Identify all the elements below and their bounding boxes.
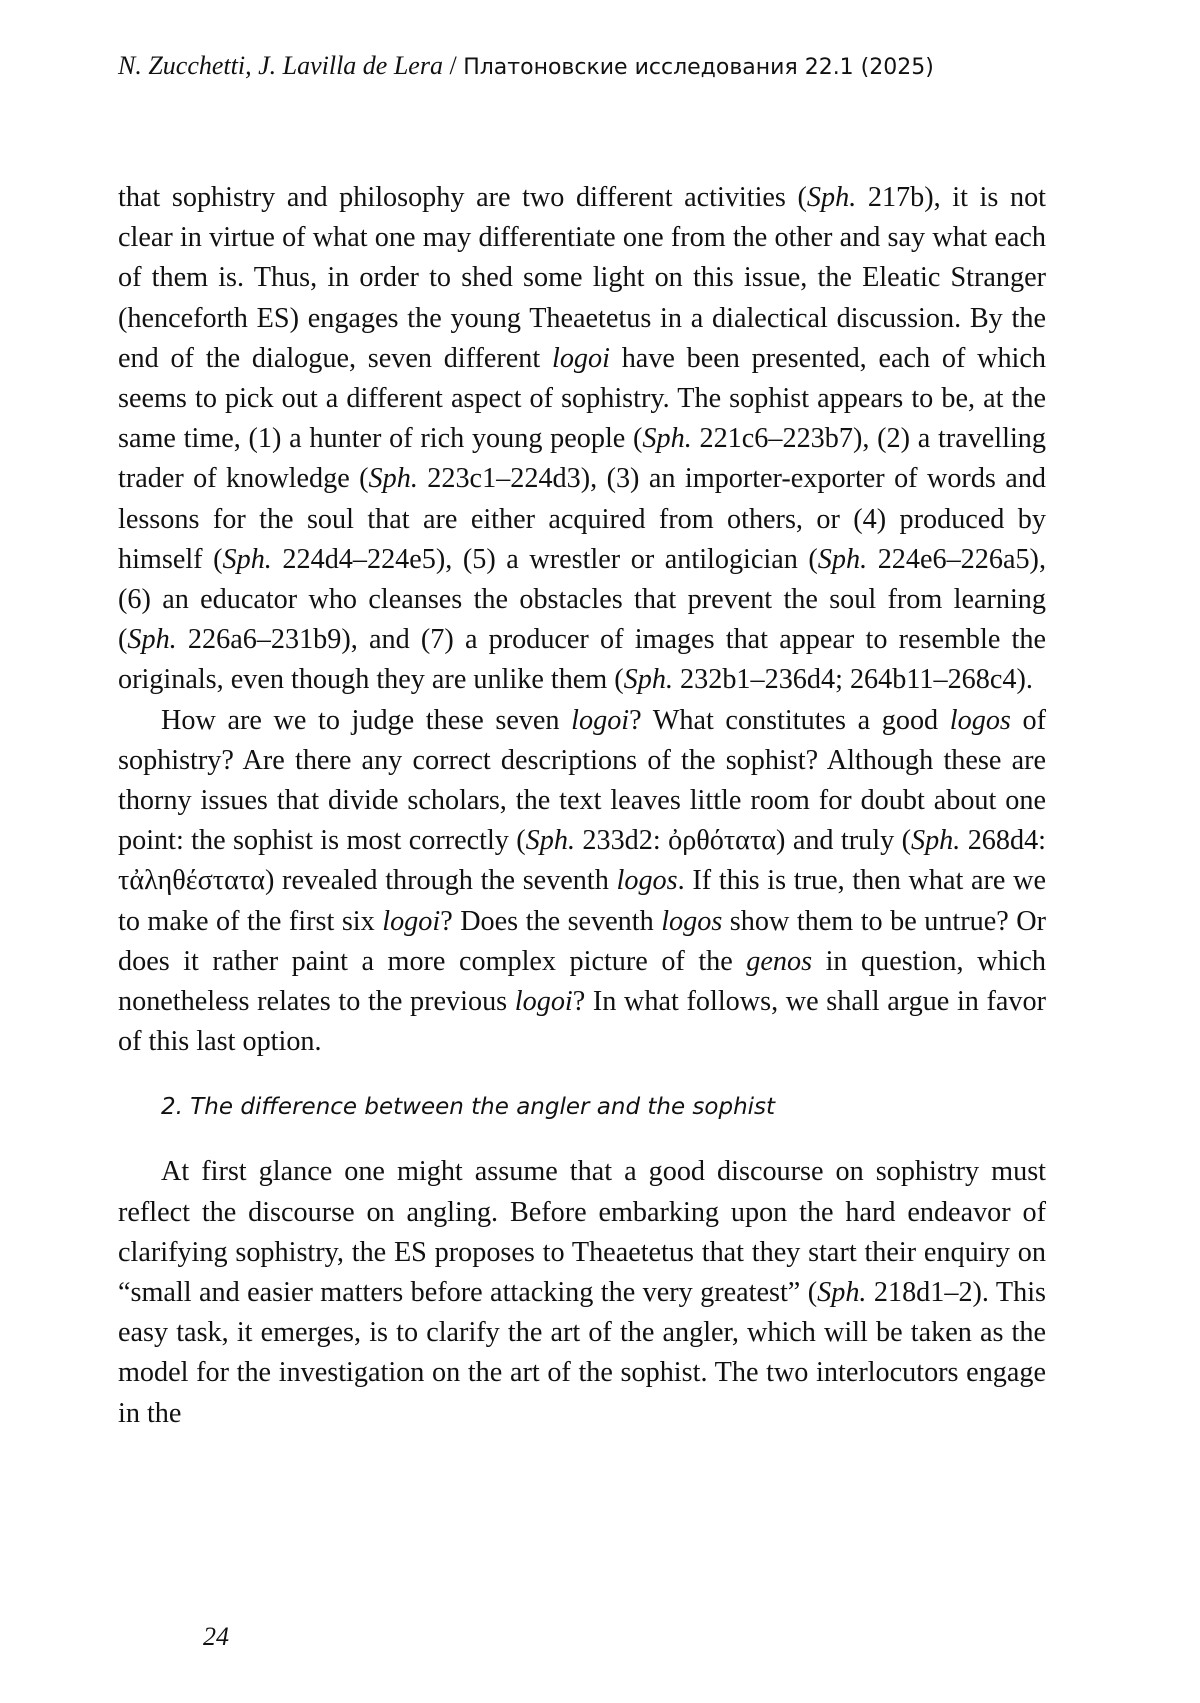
italic-term: logoi (571, 704, 630, 736)
text-run: in question, which nonetheless relates to the previous (118, 945, 1046, 1018)
text-run: 232b1–236d4; 264b11–268c4). (673, 664, 1033, 696)
running-head (118, 50, 934, 81)
text-run: ? What constitutes a good (629, 704, 950, 736)
italic-term: genos (746, 945, 813, 977)
text-run: 224e6–226a5), (6) an educator who cleanses the obstacles that prevent the soul from learning ( (118, 543, 1046, 656)
text-run: have been presented, each of which seems to pick out a different aspect of sophistry. The sophist appears to be, at the same time, (1) a hunter of rich young people ( (118, 342, 1046, 455)
italic-term: Sph. (910, 825, 961, 857)
text-run: 221c6–223b7), (2) a travelling trader of knowledge ( (118, 423, 1046, 495)
italic-term: Sph. (127, 624, 177, 656)
text-run: How are we to judge these seven (161, 704, 572, 736)
text-run: 233d2: ὀρθότατα) and truly ( (575, 825, 911, 857)
text-run: ? In what follows, we shall argue in favor of this last option. (118, 986, 1046, 1058)
italic-term: logoi (552, 342, 610, 374)
text-run: that sophistry and philosophy are two different activities ( (118, 182, 807, 213)
italic-term: Sph. (525, 825, 575, 857)
text-run: 217b), it is not clear in virtue of what one may differentiate one from the other and say what each of them is. Thus, in order to shed some light on this issue, the Eleatic Stranger (henceforth ES) engages the young Theaetetus in a dialectical discussion. By the end of the dialogue, seven different (118, 182, 1046, 374)
body-text (118, 178, 1046, 1434)
text-run: 223c1–224d3), (3) an importer-exporter of words and lessons for the soul that are either acquired from others, or (4) produced by himself ( (118, 463, 1047, 575)
text-run: show them to be untrue? Or does it rather paint a more complex picture of the (118, 905, 1047, 977)
text-run: of sophistry? Are there any correct descriptions of the sophist? Although these are thorny issues that divide scholars, the text leaves little room for doubt about one point: the sophist is most correctly ( (118, 704, 1047, 857)
italic-term: Sph. (368, 463, 418, 495)
text-run: . If this is true, then what are we to make of the first six (118, 865, 1046, 937)
italic-term: Sph. (817, 1277, 867, 1309)
paragraph-1 (118, 178, 1046, 701)
running-head-authors: N. Zucchetti, J. Lavilla de Lera (118, 51, 443, 80)
italic-term: logos (616, 865, 678, 897)
italic-term: Sph. (817, 543, 868, 575)
running-head-journal: Платоновские исследования 22.1 (2025) (463, 55, 934, 80)
running-head-separator: / (442, 51, 464, 80)
text-run: ? Does the seventh (440, 905, 662, 937)
text-run: 218d1–2). This easy task, it emerges, is to clarify the art of the angler, which will be taken as the model for the investigation on the art of the sophist. The two interlocutors engage in the (118, 1277, 1046, 1429)
italic-term: Sph. (623, 664, 673, 696)
italic-term: logos (661, 905, 723, 937)
text-run: 226a6–231b9), and (7) a producer of images that appear to resemble the originals, even though they are unlike them ( (118, 624, 1046, 696)
italic-term: Sph. (642, 423, 692, 455)
paragraph-2 (118, 701, 1046, 1063)
text-run: 268d4: τἀληθέστατα) revealed through the seventh (118, 825, 1046, 897)
italic-term: logos (949, 704, 1011, 736)
italic-term: Sph. (806, 182, 857, 213)
section-heading: 2. The difference between the angler and the sophist (161, 1094, 776, 1121)
italic-term: logoi (514, 986, 573, 1018)
italic-term: Sph. (222, 543, 272, 575)
paragraph-3 (118, 1152, 1046, 1433)
text-run: 224d4–224e5), (5) a wrestler or antilogician ( (271, 543, 818, 575)
text-run: At first glance one might assume that a good discourse on sophistry must reflect the discourse on angling. Before embarking upon the hard endeavor of clarifying sophistry, the ES proposes to Theaetetus that they start their enquiry on “small and easier matters before attacking the very greatest” ( (118, 1156, 1046, 1309)
page-number: 24 (203, 1622, 229, 1651)
italic-term: logoi (382, 905, 441, 937)
